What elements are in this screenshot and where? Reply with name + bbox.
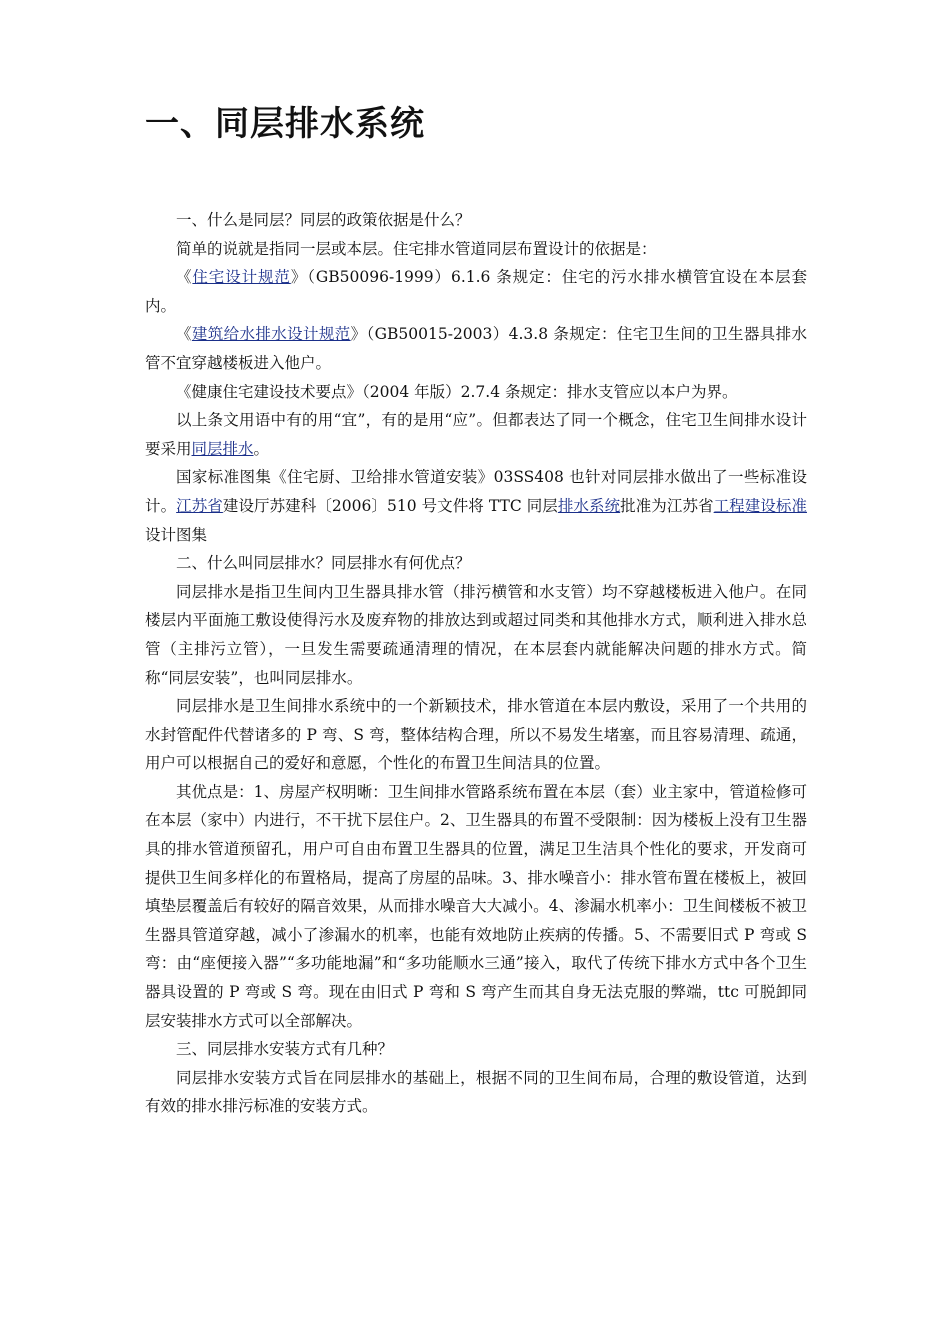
text-run: 》（GB50015-2003）4.3.8 条规定：住宅卫生间的卫生器具排水管不宜穿越楼板进入他户。	[145, 325, 807, 372]
paragraph-basis-building	[145, 320, 807, 377]
link-engineering-standard[interactable]: 工程建设标准	[713, 496, 807, 515]
paragraph-q1	[145, 206, 807, 235]
text-run: 同层排水安装方式旨在同层排水的基础上，根据不同的卫生间布局，合理的敷设管道，达到有效的排水排污标准的安装方式。	[145, 1068, 807, 1116]
link-jiangsu[interactable]: 江苏省	[176, 496, 223, 515]
document-title: 一、同层排水系统	[145, 104, 425, 144]
text-run: 建设厅苏建科〔2006〕510 号文件将 TTC 同层	[222, 496, 558, 515]
link-building-drainage-code[interactable]: 建筑给水排水设计规范	[191, 325, 351, 344]
paragraph-basis-health	[145, 378, 807, 407]
paragraph-install-methods	[145, 1064, 807, 1121]
text-run: 》（GB50096-1999）6.1.6 条规定：住宅的污水排水横管宜设在本层套内。	[145, 268, 807, 315]
paragraph-standards	[145, 463, 807, 549]
text-run: 以上条文用语中有的用“宜”，有的是用“应”。但都表达了同一个概念，住宅卫生间排水设计要采用	[145, 411, 807, 458]
link-residential-design-code[interactable]: 住宅设计规范	[192, 268, 291, 287]
text-run: 《健康住宅建设技术要点》（2004 年版）2.7.4 条规定：排水支管应以本户为界。	[176, 382, 738, 401]
text-run: 二、什么叫同层排水？同层排水有何优点？	[176, 554, 471, 573]
paragraph-advantages	[145, 778, 807, 1035]
paragraph-definition	[145, 578, 807, 692]
paragraph-technology	[145, 692, 807, 778]
text-run: 一、什么是同层？同层的政策依据是什么？	[176, 211, 471, 229]
text-run: 批准为江苏省	[620, 496, 714, 515]
text-run: 《	[176, 268, 193, 287]
paragraph-q2	[145, 549, 807, 578]
paragraph-q3	[145, 1035, 807, 1064]
text-run: 简单的说就是指同一层或本层。住宅排水管道同层布置设计的依据是：	[176, 239, 657, 258]
text-run: 其优点是：1、房屋产权明晰：卫生间排水管路系统布置在本层（套）业主家中，管道检修可在本层（家中）内进行，不干扰下层住户。2、卫生器具的布置不受限制：因为楼板上没有卫生器具的排水管道预留孔，用户可自由布置卫生器具的位置，满足卫生洁具个性化的要求，开发商可提供卫生间多样化的布置格局，提高了房屋的品味。3、排水噪音小：排水管布置在楼板上，被回填垫层覆盖后有较好的隔音效果，从而排水噪音大大减小。4、渗漏水机率小：卫生间楼板不被卫生器具管道穿越，减小了渗漏水的机率，也能有效地防止疾病的传播。5、不需要旧式 P 弯或 S 弯：由“座便接入器”“多功能地漏”和“多功能顺水三通”接入，取代了传统下排水方式中各个卫生器具设置的 P 弯或 S 弯。现在由旧式 P 弯和 S 弯产生而其自身无法克服的弊端，ttc 可脱卸同层安装排水方式可以全部解决。	[145, 782, 807, 1030]
link-same-floor-drainage[interactable]: 同层排水	[191, 439, 254, 458]
text-run: 。	[253, 439, 270, 458]
link-drainage-system[interactable]: 排水系统	[557, 496, 621, 515]
text-run: 同层排水是卫生间排水系统中的一个新颖技术，排水管道在本层内敷设，采用了一个共用的水封管配件代替诸多的 P 弯、S 弯，整体结构合理，所以不易发生堵塞，而且容易清理、疏通，用户可以根据自己的爱好和意愿，个性化的布置卫生间洁具的位置。	[145, 697, 807, 773]
text-run: 《	[176, 325, 192, 344]
text-run: 同层排水是指卫生间内卫生器具排水管（排污横管和水支管）均不穿越楼板进入他户。在同楼层内平面施工敷设使得污水及废弃物的排放达到或超过同类和其他排水方式，顺利进入排水总管（主排污立管），一旦发生需要疏通清理的情况，在本层套内就能解决问题的排水方式。简称“同层安装”，也叫同层排水。	[145, 582, 807, 687]
paragraph-basis-intro	[145, 235, 807, 264]
paragraph-summary	[145, 406, 807, 463]
document-body	[145, 206, 807, 1121]
paragraph-basis-residential	[145, 263, 807, 320]
text-run: 设计图集	[145, 525, 208, 544]
text-run: 三、同层排水安装方式有几种？	[176, 1040, 394, 1059]
text-run: 国家标准图集《住宅厨、卫给排水管道安装》03SS408 也针对同层排水做出了一些标准设计。	[145, 468, 807, 515]
